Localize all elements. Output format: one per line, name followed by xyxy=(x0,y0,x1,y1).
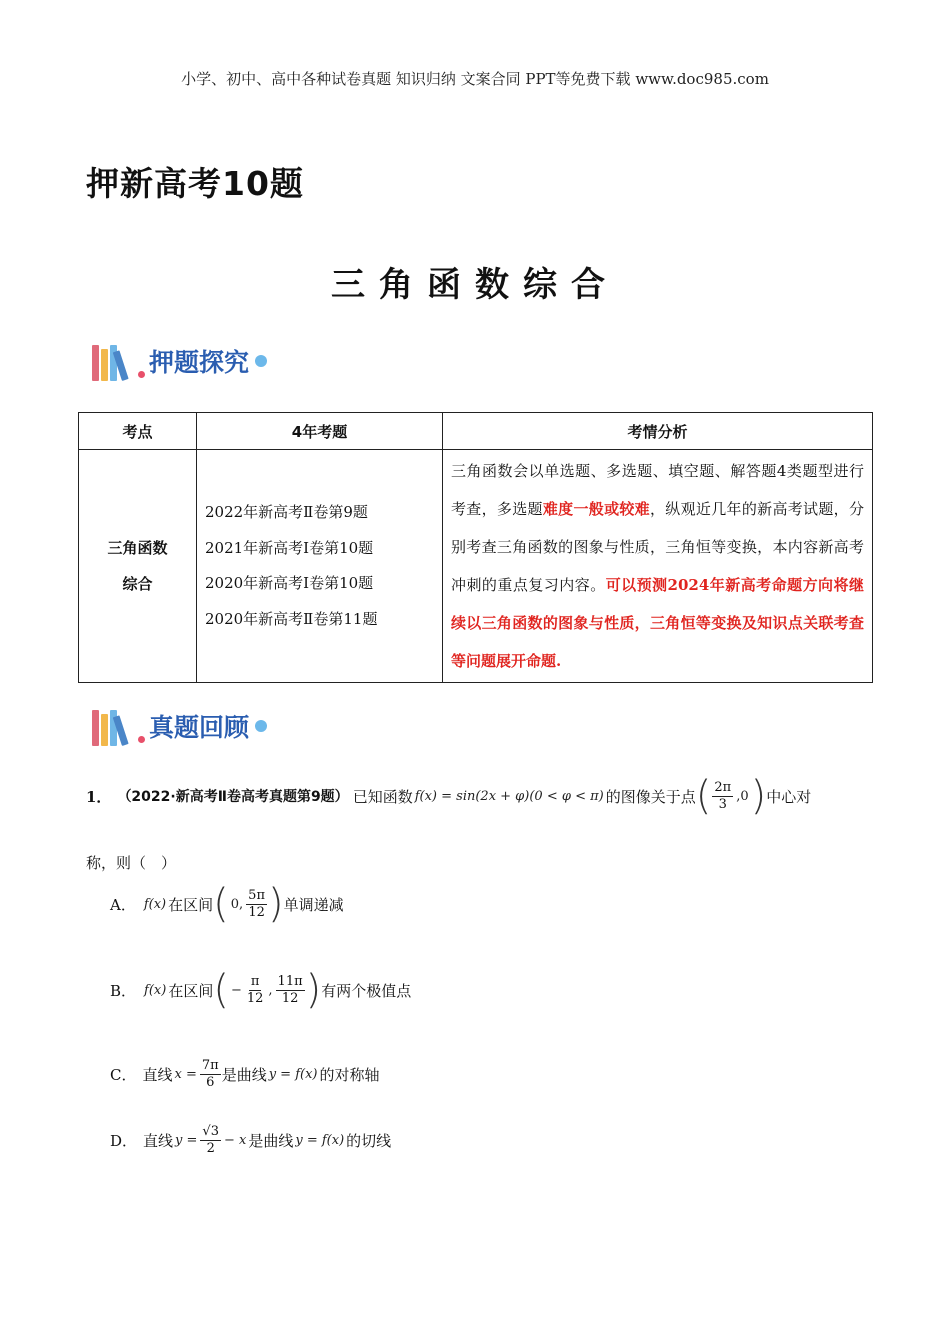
paper-item: 2020年新高考Ⅱ卷第11题 xyxy=(205,609,378,628)
question-source: （2022·新高考Ⅱ卷高考真题第9题） xyxy=(117,789,349,805)
topic-line: 综合 xyxy=(122,575,153,593)
option-a[interactable]: A． f(x) 在区间 ( 0, $\frac{5\pi}{12}$ ) 单调递减 xyxy=(110,881,344,927)
option-label: C． xyxy=(110,1066,137,1084)
option-text: 单调递减 xyxy=(283,895,344,914)
option-text: 的对称轴 xyxy=(319,1066,380,1084)
section-title: 真题回顾 xyxy=(149,713,250,742)
topic-cell xyxy=(79,450,197,683)
question-text: 的图像关于点 xyxy=(605,787,696,806)
line-variable: y = xyxy=(175,1133,198,1148)
option-text: 的切线 xyxy=(346,1132,392,1150)
option-c[interactable] xyxy=(110,1058,380,1091)
interval-low-fraction: $\frac{\pi}{12}$ xyxy=(246,973,264,1006)
bullet-dot-icon xyxy=(138,371,145,378)
line-value-fraction: $\frac{7\pi}{6}$ xyxy=(201,1058,219,1090)
header-papers: 4年考题 xyxy=(197,413,443,450)
option-text: 有两个极值点 xyxy=(321,981,412,1000)
section-title: 押题探究 xyxy=(149,348,250,377)
function-symbol: f(x) xyxy=(144,982,167,998)
analysis-text: ，纵观近几年的新高考试题，分别考查三角函数的图象与性质，三角恒等变换，本内容新高考冲刺的重点复习内容。 xyxy=(451,500,864,594)
question-stem: 1． （2022·新高考Ⅱ卷高考真题第9题） 已知函数 f(x) = sin(2x + φ)(0 < φ < π) 的图像关于点 ( $\frac{2\pi}{3}$ ,0 ) 中心对 xyxy=(86,773,812,819)
analysis-prediction: 可以预测2024年新高考命题方向将继续以三角函数的图象与性质，三角恒等变换及知识点关联考查等问题展开命题. xyxy=(451,576,864,670)
curve-formula: y = f(x) xyxy=(268,1067,318,1082)
function-formula: f(x) = sin(2x + φ)(0 < φ < π) xyxy=(414,788,604,804)
option-b[interactable]: B． f(x) 在区间 ( − $\frac{\pi}{12}$ , $\frac{11\pi}{12}$ ) 有两个极值点 xyxy=(110,967,412,1013)
table-header-row xyxy=(79,413,873,450)
papers-cell xyxy=(197,450,443,683)
option-text: 直线 xyxy=(143,1132,174,1150)
option-text: 在区间 xyxy=(168,981,214,1000)
question-stem-end: 称，则（ ） xyxy=(86,854,177,872)
analysis-cell xyxy=(443,450,873,683)
document-type-heading: 押新高考10题 xyxy=(86,164,304,203)
option-text: 是曲线 xyxy=(248,1132,294,1150)
document-title: 三角函数综合 xyxy=(331,265,619,305)
paper-item: 2020年新高考Ⅰ卷第10题 xyxy=(205,574,374,592)
section-header-past-questions xyxy=(92,703,267,749)
point-y: ,0 xyxy=(736,788,749,804)
option-label: A． xyxy=(110,895,136,914)
analysis-text: 三角函数会以单选题、多选题、填空题、解答题4类题型进行考查，多选题 xyxy=(451,462,864,518)
analysis-highlight: 难度一般或较难 xyxy=(542,500,650,518)
interval-high-fraction: $\frac{5\pi}{12}$ xyxy=(248,887,265,920)
bullet-dot-icon xyxy=(138,736,145,743)
comma: , xyxy=(268,982,273,998)
paper-item: 2021年新高考Ⅰ卷第10题 xyxy=(205,538,374,557)
exam-analysis-table xyxy=(78,412,873,683)
paper-item: 2022年新高考Ⅱ卷第9题 xyxy=(205,503,368,521)
minus-sign: − xyxy=(230,982,242,998)
option-text: 是曲线 xyxy=(221,1066,267,1084)
interval-low: 0, xyxy=(230,896,244,912)
circle-dot-icon xyxy=(255,355,267,367)
circle-dot-icon xyxy=(255,720,267,732)
option-text: 直线 xyxy=(142,1066,173,1084)
table-row xyxy=(79,450,873,683)
option-d[interactable] xyxy=(110,1124,391,1157)
page-header-banner: 小学、初中、高中各种试卷真题 知识归纳 文案合同 PPT等免费下载 www.doc985.com xyxy=(181,70,769,88)
function-symbol: f(x) xyxy=(143,896,167,912)
books-icon xyxy=(92,341,131,381)
header-analysis: 考情分析 xyxy=(443,413,873,450)
interval-high-fraction: $\frac{11\pi}{12}$ xyxy=(277,973,303,1006)
option-label: D． xyxy=(110,1132,138,1150)
line-variable: x = xyxy=(174,1067,197,1082)
question-number: 1． xyxy=(86,787,112,806)
books-icon xyxy=(92,706,131,746)
option-text: 在区间 xyxy=(168,895,214,914)
curve-formula: y = f(x) xyxy=(295,1133,345,1148)
line-tail: − x xyxy=(223,1133,247,1148)
topic-line: 三角函数 xyxy=(107,539,168,557)
section-header-exam-analysis xyxy=(92,338,267,384)
question-text: 已知函数 xyxy=(352,787,413,806)
header-topic: 考点 xyxy=(79,413,197,450)
line-slope-fraction: $\frac{√3}{2}$ xyxy=(202,1124,219,1156)
question-text: 中心对 xyxy=(766,787,812,806)
option-label: B． xyxy=(110,981,137,1000)
point-x-fraction: $\frac{2\pi}{3}$ xyxy=(714,779,732,812)
